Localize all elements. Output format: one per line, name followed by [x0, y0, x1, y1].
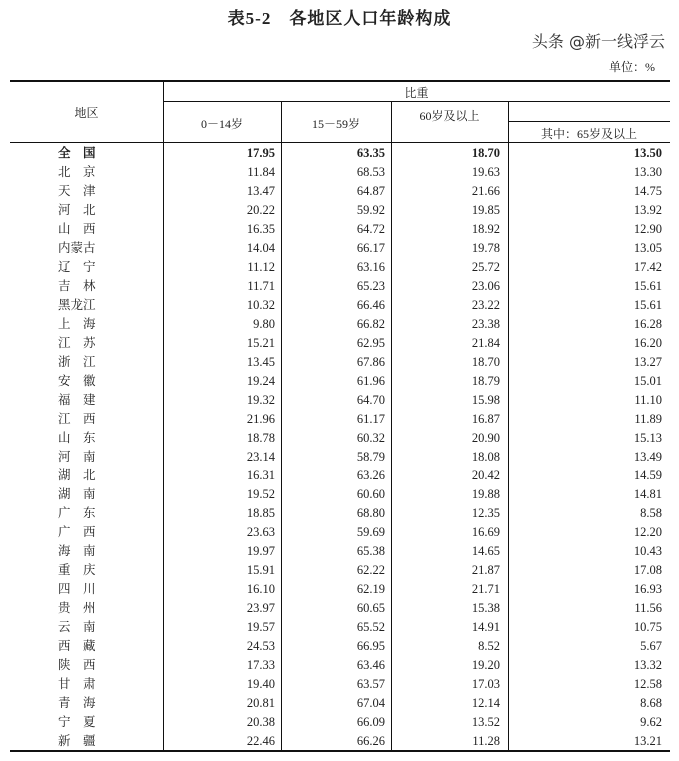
region-name: 内蒙古 [58, 240, 96, 255]
table-row [10, 429, 670, 448]
table-row [10, 353, 670, 372]
value-65-plus: 13.21 [633, 734, 662, 749]
value-0-14: 20.22 [246, 202, 275, 217]
value-0-14: 15.21 [246, 335, 275, 350]
value-65-plus: 10.43 [633, 544, 662, 559]
value-0-14: 19.40 [246, 677, 275, 692]
value-15-59: 66.09 [356, 715, 385, 730]
value-65-plus: 16.28 [633, 316, 662, 331]
value-0-14: 11.12 [247, 259, 275, 274]
value-65-plus: 16.93 [633, 582, 662, 597]
region-name: 湖 南 [58, 487, 96, 502]
value-15-59: 66.26 [356, 734, 385, 749]
value-65-plus: 13.27 [633, 354, 662, 369]
region-name: 全 国 [58, 146, 96, 160]
value-15-59: 63.16 [356, 259, 385, 274]
region-name: 河 北 [58, 202, 96, 217]
group-divider [163, 101, 670, 102]
region-name: 贵 州 [58, 601, 96, 616]
region-name: 山 东 [58, 430, 96, 445]
value-60-plus: 18.70 [471, 354, 500, 369]
region-name: 广 东 [58, 506, 96, 521]
value-65-plus: 15.01 [633, 373, 662, 388]
value-65-plus: 11.10 [634, 392, 662, 407]
region-name: 辽 宁 [58, 259, 96, 274]
value-60-plus: 18.08 [471, 449, 500, 464]
value-60-plus: 17.03 [471, 677, 500, 692]
region-name: 天 津 [58, 183, 96, 198]
header-region: 地区 [74, 106, 99, 120]
value-65-plus: 13.05 [633, 240, 662, 255]
value-15-59: 63.26 [356, 468, 385, 483]
table-row [10, 580, 670, 599]
value-0-14: 20.38 [246, 715, 275, 730]
value-60-plus: 15.98 [471, 392, 500, 407]
watermark: 头条 @新一线浮云 [531, 32, 665, 51]
value-65-plus: 17.08 [633, 563, 662, 578]
value-60-plus: 14.91 [471, 620, 500, 635]
table-row [10, 713, 670, 732]
value-0-14: 18.85 [246, 506, 275, 521]
value-15-59: 68.80 [356, 506, 385, 521]
region-name: 湖 北 [58, 468, 96, 483]
value-15-59: 65.23 [356, 278, 385, 293]
value-0-14: 14.04 [246, 240, 275, 255]
header-rule [10, 142, 670, 143]
value-60-plus: 18.70 [471, 146, 500, 160]
value-0-14: 19.57 [246, 620, 275, 635]
value-15-59: 61.17 [356, 411, 385, 426]
region-name: 山 西 [58, 221, 96, 236]
table-row [10, 334, 670, 353]
value-0-14: 23.63 [246, 525, 275, 540]
value-65-plus: 13.49 [633, 449, 662, 464]
value-0-14: 15.91 [246, 563, 275, 578]
value-60-plus: 15.38 [471, 601, 500, 616]
table-row [10, 694, 670, 713]
table-row [10, 239, 670, 258]
value-0-14: 24.53 [246, 639, 275, 654]
value-0-14: 11.71 [247, 278, 275, 293]
value-60-plus: 21.84 [471, 335, 500, 350]
value-65-plus: 13.30 [633, 164, 662, 179]
table-row [10, 220, 670, 239]
value-65-plus: 13.92 [633, 202, 662, 217]
value-65-plus: 12.20 [633, 525, 662, 540]
value-65-plus: 12.90 [633, 221, 662, 236]
value-15-59: 62.19 [356, 582, 385, 597]
value-15-59: 61.96 [356, 373, 385, 388]
value-15-59: 59.92 [356, 202, 385, 217]
value-60-plus: 19.88 [471, 487, 500, 502]
region-name: 陕 西 [58, 658, 96, 673]
value-0-14: 13.47 [246, 183, 275, 198]
region-name: 青 海 [58, 696, 96, 711]
value-60-plus: 21.71 [471, 582, 500, 597]
region-name: 新 疆 [58, 734, 96, 749]
region-name: 吉 林 [58, 278, 96, 293]
region-name: 江 苏 [58, 335, 96, 350]
value-0-14: 17.33 [246, 658, 275, 673]
value-65-plus: 12.58 [633, 677, 662, 692]
region-name: 云 南 [58, 620, 96, 635]
region-name: 甘 肃 [58, 677, 96, 692]
region-name: 重 庆 [58, 563, 96, 578]
value-60-plus: 18.79 [471, 373, 500, 388]
value-15-59: 60.32 [356, 430, 385, 445]
value-65-plus: 13.32 [633, 658, 662, 673]
value-0-14: 19.32 [246, 392, 275, 407]
table-row [10, 315, 670, 334]
table-row [10, 561, 670, 580]
value-60-plus: 20.90 [471, 430, 500, 445]
value-60-plus: 21.66 [471, 183, 500, 198]
region-name: 海 南 [58, 544, 96, 559]
value-60-plus: 19.78 [471, 240, 500, 255]
value-0-14: 16.31 [246, 468, 275, 483]
table-row [10, 656, 670, 675]
value-60-plus: 8.52 [478, 639, 500, 654]
value-60-plus: 19.85 [471, 202, 500, 217]
table-row [10, 732, 670, 751]
value-0-14: 22.46 [246, 734, 275, 749]
region-name: 上 海 [58, 316, 96, 331]
value-65-plus: 15.61 [633, 297, 662, 312]
value-60-plus: 25.72 [471, 259, 500, 274]
value-65-plus: 14.75 [633, 183, 662, 198]
value-60-plus: 18.92 [471, 221, 500, 236]
sub-divider [508, 121, 670, 122]
value-15-59: 66.46 [356, 297, 385, 312]
value-15-59: 62.22 [356, 563, 385, 578]
value-15-59: 65.38 [356, 544, 385, 559]
value-0-14: 9.80 [253, 316, 275, 331]
table-row [10, 618, 670, 637]
table-row [10, 504, 670, 523]
value-60-plus: 19.63 [471, 164, 500, 179]
value-60-plus: 13.52 [471, 715, 500, 730]
region-name: 黑龙江 [58, 297, 96, 312]
table-row [10, 277, 670, 296]
region-name: 西 藏 [58, 639, 96, 654]
value-0-14: 10.32 [246, 297, 275, 312]
value-60-plus: 14.65 [471, 544, 500, 559]
region-name: 安 徽 [58, 373, 96, 388]
table-row [10, 201, 670, 220]
value-65-plus: 9.62 [640, 715, 662, 730]
value-65-plus: 8.58 [640, 506, 662, 521]
value-60-plus: 23.22 [471, 297, 500, 312]
value-15-59: 59.69 [356, 525, 385, 540]
value-65-plus: 14.59 [633, 468, 662, 483]
table-row [10, 410, 670, 429]
value-0-14: 19.52 [246, 487, 275, 502]
table-row [10, 182, 670, 201]
value-15-59: 63.35 [356, 146, 385, 160]
value-60-plus: 21.87 [471, 563, 500, 578]
value-0-14: 19.97 [246, 544, 275, 559]
value-0-14: 19.24 [246, 373, 275, 388]
table-row [10, 485, 670, 504]
value-0-14: 21.96 [246, 411, 275, 426]
value-15-59: 65.52 [356, 620, 385, 635]
value-60-plus: 11.28 [472, 734, 500, 749]
header-col-65-plus: 其中：65岁及以上 [540, 127, 637, 141]
table-row [10, 466, 670, 485]
table-row [10, 163, 670, 182]
value-65-plus: 8.68 [640, 696, 662, 711]
region-name: 浙 江 [58, 354, 96, 369]
value-60-plus: 20.42 [471, 468, 500, 483]
value-15-59: 60.60 [356, 487, 385, 502]
value-15-59: 64.70 [356, 392, 385, 407]
table-row [10, 637, 670, 656]
value-65-plus: 13.50 [633, 146, 662, 160]
value-15-59: 60.65 [356, 601, 385, 616]
value-65-plus: 15.61 [633, 278, 662, 293]
header-col-0-14: 0－14岁 [200, 117, 243, 131]
region-name: 宁 夏 [58, 715, 96, 730]
value-60-plus: 16.87 [471, 411, 500, 426]
table-row [10, 372, 670, 391]
value-15-59: 66.17 [356, 240, 385, 255]
value-15-59: 67.04 [356, 696, 385, 711]
value-65-plus: 5.67 [640, 639, 662, 654]
table-row [10, 599, 670, 618]
table-title: 表5-2 各地区人口年龄构成 [227, 9, 452, 28]
value-15-59: 58.79 [356, 449, 385, 464]
value-0-14: 16.35 [246, 221, 275, 236]
table-row-total [10, 144, 670, 163]
value-65-plus: 11.56 [634, 601, 662, 616]
value-65-plus: 15.13 [633, 430, 662, 445]
value-0-14: 20.81 [246, 696, 275, 711]
unit-label: 单位：% [609, 60, 655, 74]
value-15-59: 64.87 [356, 183, 385, 198]
table-row [10, 523, 670, 542]
value-0-14: 16.10 [246, 582, 275, 597]
value-0-14: 17.95 [246, 146, 275, 160]
value-65-plus: 14.81 [633, 487, 662, 502]
value-0-14: 13.45 [246, 354, 275, 369]
value-60-plus: 23.06 [471, 278, 500, 293]
value-65-plus: 10.75 [633, 620, 662, 635]
top-rule [10, 80, 670, 82]
table-row [10, 448, 670, 467]
region-name: 江 西 [58, 411, 96, 426]
value-65-plus: 11.89 [634, 411, 662, 426]
table-row [10, 675, 670, 694]
value-0-14: 23.14 [246, 449, 275, 464]
value-0-14: 11.84 [247, 164, 275, 179]
value-15-59: 62.95 [356, 335, 385, 350]
value-15-59: 68.53 [356, 164, 385, 179]
region-name: 福 建 [58, 392, 96, 407]
value-60-plus: 12.35 [471, 506, 500, 521]
header-col-60-plus: 60岁及以上 [419, 109, 480, 123]
value-60-plus: 23.38 [471, 316, 500, 331]
value-0-14: 18.78 [246, 430, 275, 445]
value-15-59: 67.86 [356, 354, 385, 369]
table-row [10, 258, 670, 277]
header-group: 比重 [404, 86, 429, 100]
table-row [10, 296, 670, 315]
value-15-59: 63.57 [356, 677, 385, 692]
region-name: 四 川 [58, 582, 96, 597]
value-60-plus: 12.14 [471, 696, 500, 711]
table-row [10, 391, 670, 410]
value-15-59: 66.95 [356, 639, 385, 654]
region-name: 广 西 [58, 525, 96, 540]
value-0-14: 23.97 [246, 601, 275, 616]
value-15-59: 64.72 [356, 221, 385, 236]
table-row [10, 542, 670, 561]
value-15-59: 66.82 [356, 316, 385, 331]
region-name: 河 南 [58, 449, 96, 464]
region-name: 北 京 [58, 164, 96, 179]
value-60-plus: 16.69 [471, 525, 500, 540]
value-65-plus: 17.42 [633, 259, 662, 274]
value-15-59: 63.46 [356, 658, 385, 673]
value-60-plus: 19.20 [471, 658, 500, 673]
value-65-plus: 16.20 [633, 335, 662, 350]
header-col-15-59: 15－59岁 [311, 117, 360, 131]
